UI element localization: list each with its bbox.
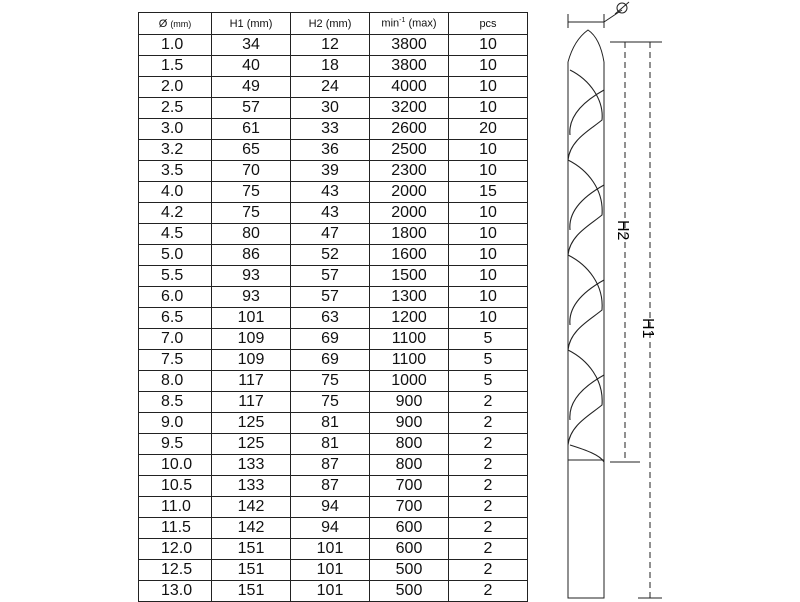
table-row — [139, 245, 528, 266]
diameter-cell: 11.5 — [139, 518, 212, 539]
rpm-suffix: (max) — [405, 17, 437, 30]
pcs-cell: 10 — [449, 161, 528, 182]
rpm-cell: 700 — [370, 497, 449, 518]
h1-cell: 65 — [212, 140, 291, 161]
h2-cell: 81 — [291, 413, 370, 434]
h1-cell: 80 — [212, 224, 291, 245]
table-row — [139, 203, 528, 224]
diameter-cell: 4.2 — [139, 203, 212, 224]
table-row — [139, 455, 528, 476]
table-row — [139, 371, 528, 392]
h1-cell: 49 — [212, 77, 291, 98]
pcs-cell: 10 — [449, 224, 528, 245]
diameter-cell: 6.0 — [139, 287, 212, 308]
diameter-cell: 10.0 — [139, 455, 212, 476]
h1-cell: 86 — [212, 245, 291, 266]
h2-cell: 33 — [291, 119, 370, 140]
rpm-cell: 500 — [370, 560, 449, 581]
drill-body-outline — [568, 62, 604, 460]
diameter-cell: 11.0 — [139, 497, 212, 518]
h2-cell: 94 — [291, 497, 370, 518]
pcs-cell: 20 — [449, 119, 528, 140]
table-row — [139, 497, 528, 518]
header-rpm — [370, 13, 449, 35]
h2-cell: 69 — [291, 329, 370, 350]
table-row — [139, 539, 528, 560]
rpm-cell: 1300 — [370, 287, 449, 308]
diameter-cell: 1.0 — [139, 35, 212, 56]
rpm-cell: 3800 — [370, 35, 449, 56]
h1-cell: 75 — [212, 203, 291, 224]
header-h1: H1 (mm) — [212, 13, 291, 35]
table-row — [139, 35, 528, 56]
h1-cell: 93 — [212, 287, 291, 308]
rpm-cell: 2600 — [370, 119, 449, 140]
rpm-exponent: -1 — [399, 17, 406, 25]
h2-cell: 57 — [291, 287, 370, 308]
rpm-cell: 900 — [370, 413, 449, 434]
rpm-cell: 1800 — [370, 224, 449, 245]
drill-shank — [568, 460, 604, 598]
pcs-cell: 10 — [449, 35, 528, 56]
pcs-cell: 2 — [449, 413, 528, 434]
table-row — [139, 182, 528, 203]
rpm-cell: 1100 — [370, 329, 449, 350]
pcs-cell: 10 — [449, 266, 528, 287]
diameter-cell: 2.0 — [139, 77, 212, 98]
diameter-cell: 3.5 — [139, 161, 212, 182]
h1-cell: 75 — [212, 182, 291, 203]
h2-cell: 81 — [291, 434, 370, 455]
pcs-cell: 2 — [449, 581, 528, 602]
diameter-cell: 3.2 — [139, 140, 212, 161]
table-row — [139, 308, 528, 329]
table-row — [139, 392, 528, 413]
table-row — [139, 329, 528, 350]
rpm-cell: 2300 — [370, 161, 449, 182]
diameter-unit: (mm) — [170, 18, 192, 29]
pcs-cell: 2 — [449, 497, 528, 518]
diameter-cell: 7.0 — [139, 329, 212, 350]
h2-cell: 18 — [291, 56, 370, 77]
rpm-cell: 1500 — [370, 266, 449, 287]
diameter-cell: 12.0 — [139, 539, 212, 560]
rpm-cell: 700 — [370, 476, 449, 497]
pcs-cell: 2 — [449, 455, 528, 476]
h2-cell: 87 — [291, 476, 370, 497]
diameter-cell: 1.5 — [139, 56, 212, 77]
table-row — [139, 287, 528, 308]
diameter-cell: 2.5 — [139, 98, 212, 119]
h1-cell: 34 — [212, 35, 291, 56]
h1-label: H1 — [639, 318, 656, 339]
header-pcs: pcs — [449, 13, 528, 35]
pcs-cell: 5 — [449, 329, 528, 350]
h1-cell: 57 — [212, 98, 291, 119]
table-row — [139, 140, 528, 161]
h1-cell: 151 — [212, 539, 291, 560]
h1-cell: 117 — [212, 392, 291, 413]
diameter-cell: 8.0 — [139, 371, 212, 392]
rpm-cell: 600 — [370, 518, 449, 539]
rpm-cell: 800 — [370, 455, 449, 476]
table-row — [139, 350, 528, 371]
rpm-cell: 1200 — [370, 308, 449, 329]
rpm-cell: 2500 — [370, 140, 449, 161]
drill-flutes — [568, 70, 604, 462]
rpm-cell: 1000 — [370, 371, 449, 392]
h1-cell: 117 — [212, 371, 291, 392]
pcs-cell: 2 — [449, 434, 528, 455]
h1-cell: 142 — [212, 497, 291, 518]
pcs-cell: 15 — [449, 182, 528, 203]
h2-cell: 63 — [291, 308, 370, 329]
h2-cell: 69 — [291, 350, 370, 371]
diameter-cell: 5.0 — [139, 245, 212, 266]
table-row — [139, 77, 528, 98]
drill-spec-table — [138, 12, 528, 602]
table-row — [139, 56, 528, 77]
h1-cell: 109 — [212, 350, 291, 371]
h2-cell: 36 — [291, 140, 370, 161]
rpm-prefix: min — [381, 17, 400, 30]
h2-cell: 57 — [291, 266, 370, 287]
pcs-cell: 10 — [449, 140, 528, 161]
pcs-cell: 10 — [449, 308, 528, 329]
rpm-cell: 900 — [370, 392, 449, 413]
table-row — [139, 413, 528, 434]
rpm-cell: 4000 — [370, 77, 449, 98]
diameter-cell: 10.5 — [139, 476, 212, 497]
table-body — [139, 35, 528, 602]
drill-bit-drawing — [530, 0, 800, 600]
pcs-cell: 2 — [449, 539, 528, 560]
rpm-cell: 3200 — [370, 98, 449, 119]
table-row — [139, 518, 528, 539]
rpm-cell: 2000 — [370, 203, 449, 224]
pcs-cell: 10 — [449, 245, 528, 266]
diameter-cell: 9.5 — [139, 434, 212, 455]
table-row — [139, 98, 528, 119]
h2-cell: 75 — [291, 392, 370, 413]
h2-cell: 24 — [291, 77, 370, 98]
header-h2: H2 (mm) — [291, 13, 370, 35]
pcs-cell: 10 — [449, 98, 528, 119]
table-row — [139, 476, 528, 497]
diameter-cell: 12.5 — [139, 560, 212, 581]
h1-cell: 125 — [212, 413, 291, 434]
pcs-cell: 2 — [449, 560, 528, 581]
table-row — [139, 161, 528, 182]
h2-cell: 101 — [291, 560, 370, 581]
h1-cell: 133 — [212, 476, 291, 497]
h2-cell: 101 — [291, 581, 370, 602]
diameter-cell: 4.0 — [139, 182, 212, 203]
dimension-lines — [568, 2, 662, 598]
pcs-cell: 5 — [449, 371, 528, 392]
h1-cell: 40 — [212, 56, 291, 77]
rpm-cell: 500 — [370, 581, 449, 602]
diameter-cell: 7.5 — [139, 350, 212, 371]
diameter-symbol: Ø — [158, 17, 168, 30]
drill-tip — [568, 30, 604, 62]
table-row — [139, 266, 528, 287]
table-row — [139, 224, 528, 245]
diameter-cell: 8.5 — [139, 392, 212, 413]
pcs-cell: 10 — [449, 287, 528, 308]
diameter-cell: 3.0 — [139, 119, 212, 140]
diameter-cell: 5.5 — [139, 266, 212, 287]
rpm-cell: 800 — [370, 434, 449, 455]
pcs-cell: 5 — [449, 350, 528, 371]
table-header-row — [139, 13, 528, 35]
h2-cell: 75 — [291, 371, 370, 392]
h1-cell: 142 — [212, 518, 291, 539]
rpm-cell: 3800 — [370, 56, 449, 77]
h1-cell: 93 — [212, 266, 291, 287]
table-row — [139, 434, 528, 455]
pcs-cell: 10 — [449, 56, 528, 77]
diameter-cell: 13.0 — [139, 581, 212, 602]
h2-cell: 39 — [291, 161, 370, 182]
rpm-cell: 1600 — [370, 245, 449, 266]
table-row — [139, 581, 528, 602]
diameter-cell: 9.0 — [139, 413, 212, 434]
h1-cell: 61 — [212, 119, 291, 140]
rpm-cell: 2000 — [370, 182, 449, 203]
h2-cell: 30 — [291, 98, 370, 119]
rpm-cell: 1100 — [370, 350, 449, 371]
pcs-cell: 2 — [449, 392, 528, 413]
h1-cell: 151 — [212, 560, 291, 581]
pcs-cell: 2 — [449, 518, 528, 539]
h2-cell: 47 — [291, 224, 370, 245]
pcs-cell: 10 — [449, 203, 528, 224]
pcs-cell: 10 — [449, 77, 528, 98]
rpm-cell: 600 — [370, 539, 449, 560]
pcs-cell: 2 — [449, 476, 528, 497]
header-diameter — [139, 13, 212, 35]
h1-cell: 125 — [212, 434, 291, 455]
h1-cell: 101 — [212, 308, 291, 329]
drill-bit-illustration — [568, 30, 604, 598]
table-row — [139, 560, 528, 581]
h2-cell: 101 — [291, 539, 370, 560]
table-row — [139, 119, 528, 140]
h2-cell: 43 — [291, 182, 370, 203]
h1-cell: 70 — [212, 161, 291, 182]
h2-cell: 12 — [291, 35, 370, 56]
h2-cell: 43 — [291, 203, 370, 224]
h2-cell: 94 — [291, 518, 370, 539]
h1-cell: 133 — [212, 455, 291, 476]
diameter-cell: 4.5 — [139, 224, 212, 245]
h2-label: H2 — [614, 220, 631, 241]
h2-cell: 52 — [291, 245, 370, 266]
h1-cell: 109 — [212, 329, 291, 350]
h2-cell: 87 — [291, 455, 370, 476]
diameter-cell: 6.5 — [139, 308, 212, 329]
h1-cell: 151 — [212, 581, 291, 602]
